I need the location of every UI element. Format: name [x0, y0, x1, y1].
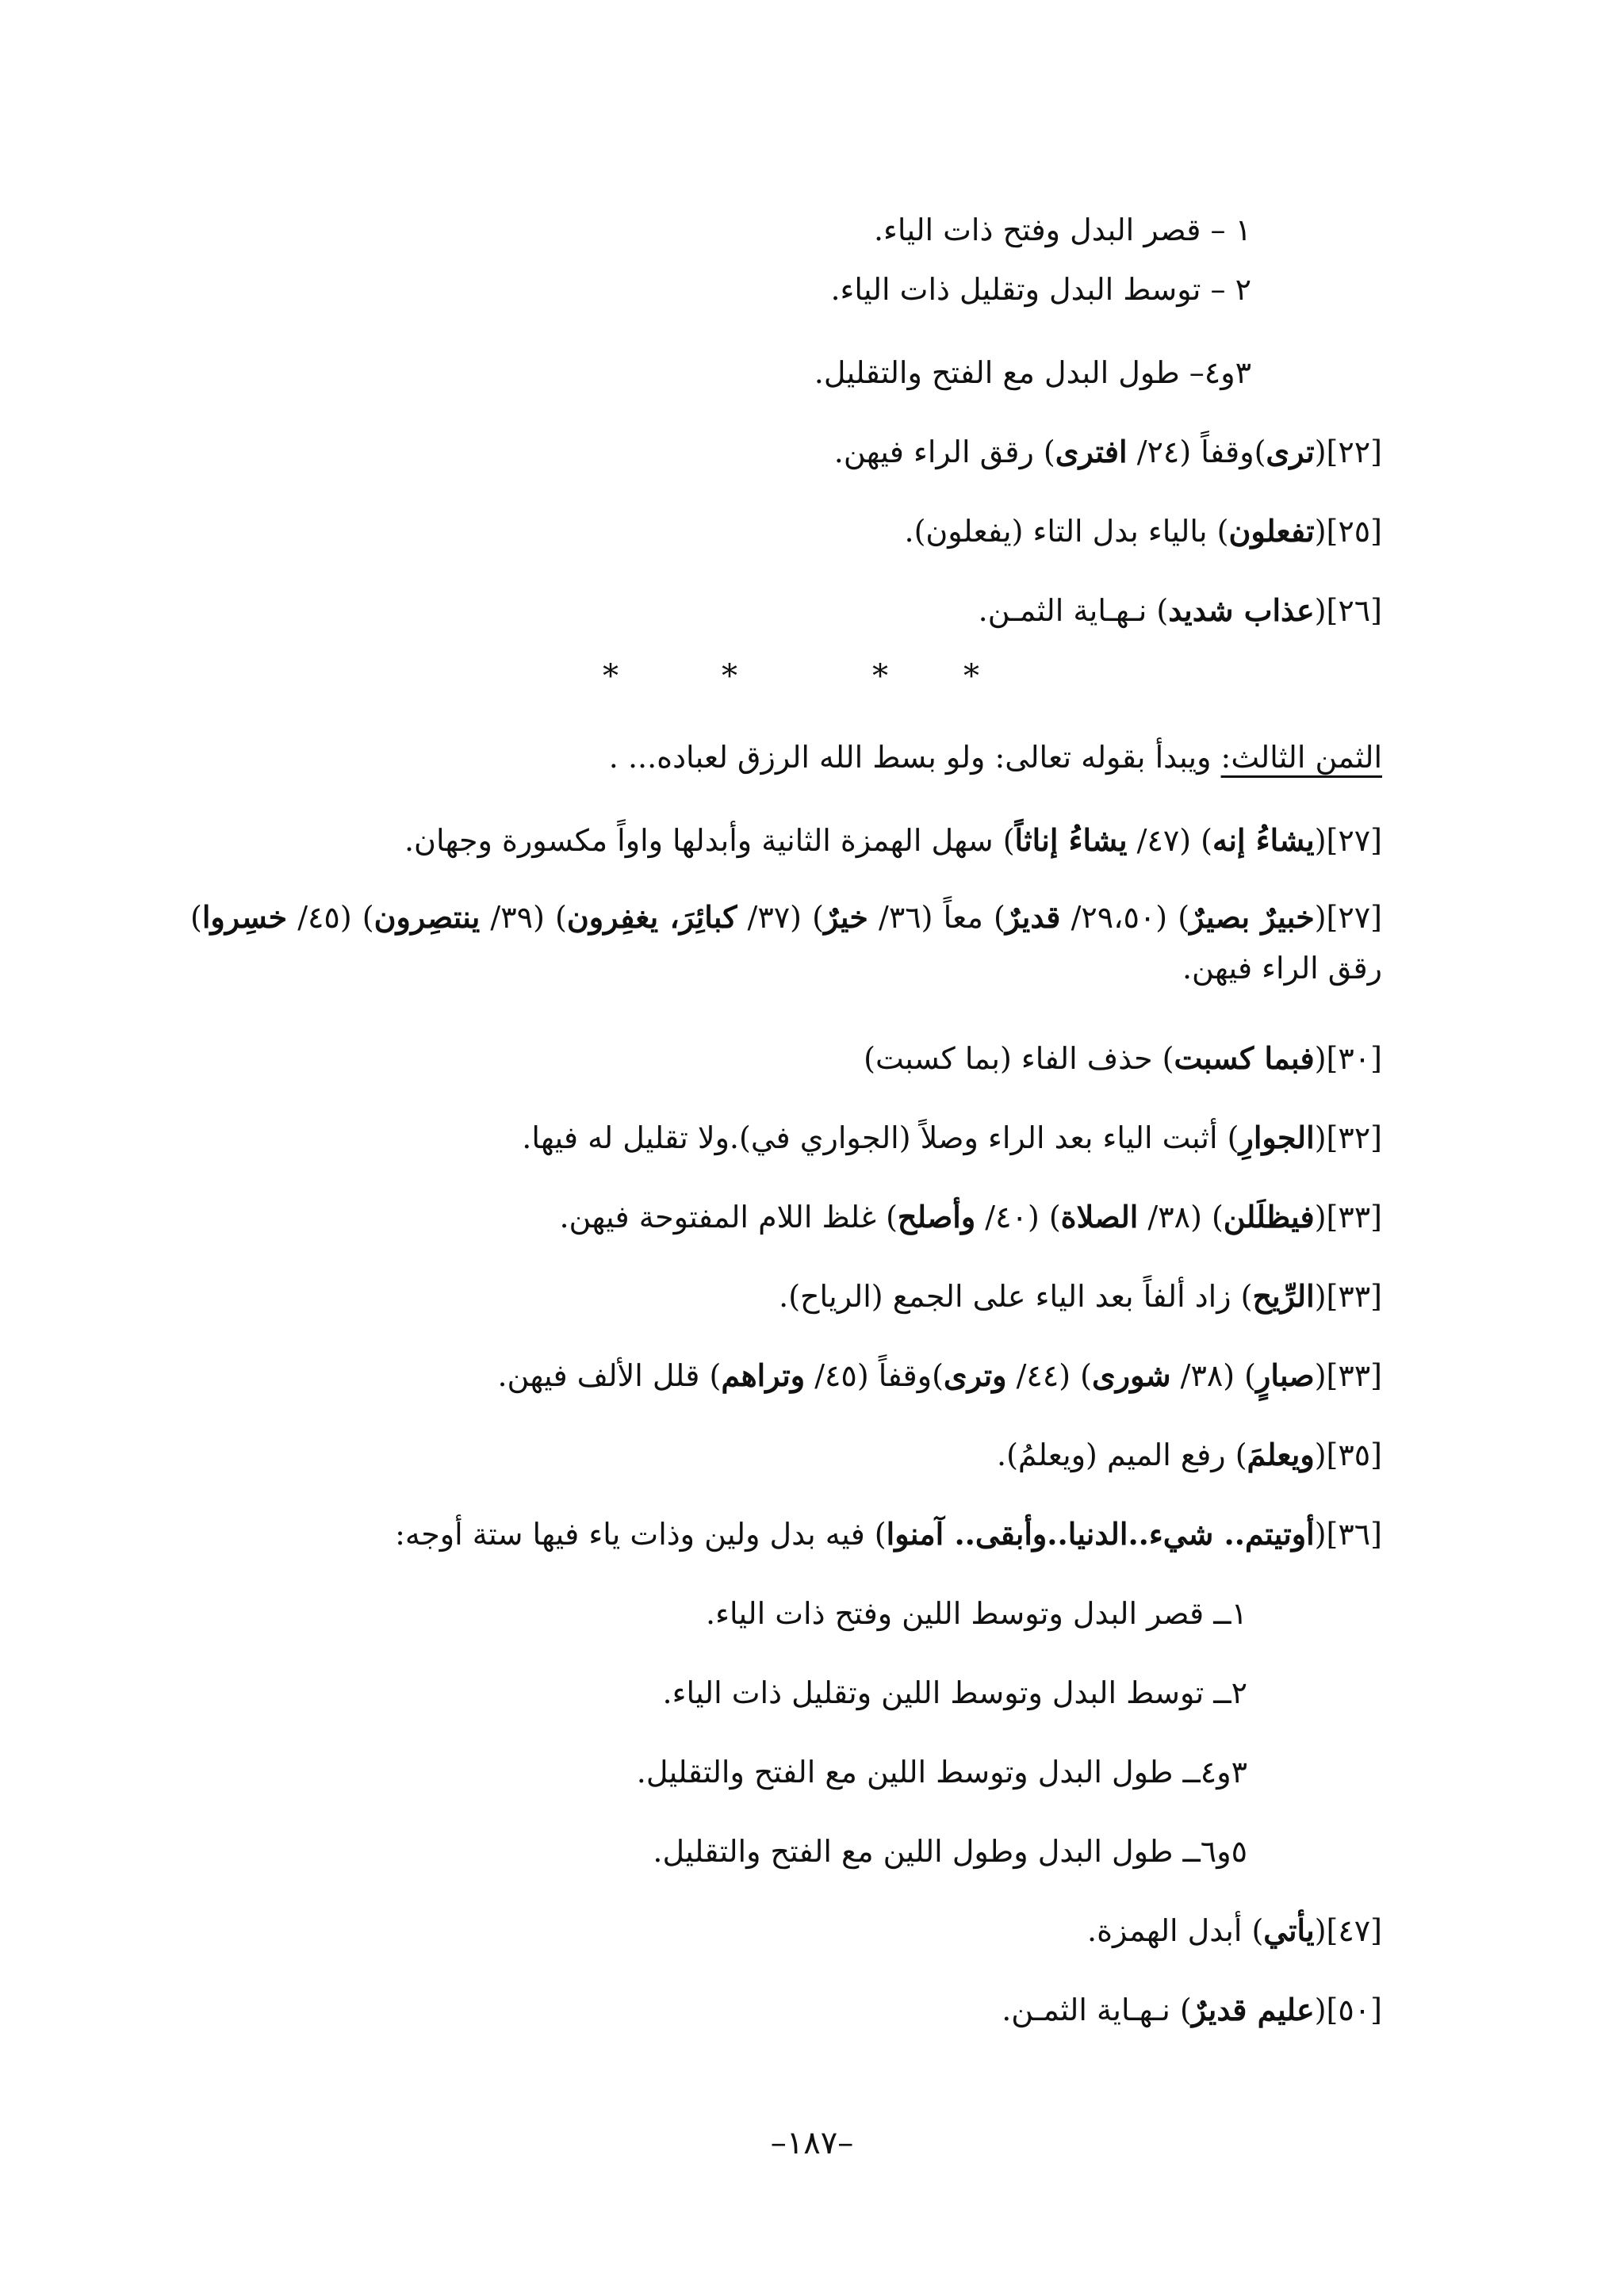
entry-30: [٣٠](فبما كسبت) حذف الفاء (بما كسبت) [864, 1040, 1382, 1076]
thumn-text: ويبدأ بقوله تعالى: ولو بسط الله الرزق لعباده... . [608, 740, 1221, 775]
separator-star: * [872, 658, 888, 695]
entry-33a: [٣٣](فيظلَلن) (٣٨/ الصلاة) (٤٠/ وأصلح) غلظ اللام المفتوحة فيهن. [559, 1199, 1382, 1235]
entry-33b: [٣٣](الرِّيح) زاد ألفاً بعد الياء على الجمع (الرياح). [779, 1278, 1382, 1314]
entry-36: [٣٦](أوتيتم.. شيء..الدنيا..وأبقى.. آمنوا) فيه بدل ولين وذات ياء فيها ستة أوجه: [395, 1516, 1382, 1552]
section-separator [0, 658, 1624, 706]
variant-item-1: ١ــ قصر البدل وتوسط اللين وفتح ذات الياء. [706, 1596, 1247, 1631]
variant-item-3: ٣و٤ــ طول البدل وتوسط اللين مع الفتح والتقليل. [636, 1755, 1247, 1790]
separator-star: * [963, 658, 979, 695]
separator-star: * [603, 658, 619, 695]
entry-22: [٢٢](ترى)وقفاً (٢٤/ افترى) رقق الراء فيهن. [833, 434, 1382, 469]
variant-item-4: ٥و٦ــ طول البدل وطول اللين مع الفتح والتقليل. [653, 1834, 1247, 1869]
intro-item-2: ٢ – توسط البدل وتقليل ذات الياء. [830, 272, 1251, 307]
thumn-heading [159, 733, 1382, 781]
entry-25: [٢٥](تفعلون) بالياء بدل التاء (يفعلون). [904, 513, 1382, 549]
entry-33c: [٣٣](صبارٍ) (٣٨/ شورى) (٤٤/ وترى)وقفاً (٤٥/ وتراهم) قلل الألف فيهن. [497, 1357, 1382, 1393]
page-number: –١٨٧– [770, 2125, 854, 2161]
entry-26: [٢٦](عذاب شديد) نـهـاية الثمـن. [978, 592, 1382, 628]
intro-item-3: ٣و٤– طول البدل مع الفتح والتقليل. [814, 355, 1251, 390]
entry-32: [٣٢](الجوارِ) أثبت الياء بعد الراء وصلاً (الجواري في).ولا تقليل له فيها. [522, 1120, 1382, 1155]
entry-50: [٥٠](عليم قديرٌ) نـهـاية الثمـن. [1002, 1992, 1382, 2027]
intro-item-1: ١ – قصر البدل وفتح ذات الياء. [873, 212, 1251, 247]
separator-star: * [722, 658, 737, 695]
thumn-label: الثمن الثالث: [1220, 740, 1382, 775]
entry-27b: [٢٧](خبيرٌ بصيرٌ) (٢٩،٥٠/ قديرٌ) معاً (٣٦/ خيرٌ) (٣٧/ كبائِرَ، يغفِرون) (٣٩/ ينتصِرون) (٤٥/ خسِروا) رقق الراء فيهن. [190, 899, 1382, 986]
entry-27a: [٢٧](يشاءُ إنه) (٤٧/ يشاءُ إناثاً) سهل الهمزة الثانية وأبدلها واواً مكسورة وجهان. [404, 822, 1382, 858]
variant-item-2: ٢ــ توسط البدل وتوسط اللين وتقليل ذات الياء. [662, 1675, 1247, 1710]
entry-35: [٣٥](ويعلمَ) رفع الميم (ويعلمُ). [997, 1437, 1382, 1472]
entry-47: [٤٧](يأتي) أبدل الهمزة. [1087, 1912, 1382, 1948]
